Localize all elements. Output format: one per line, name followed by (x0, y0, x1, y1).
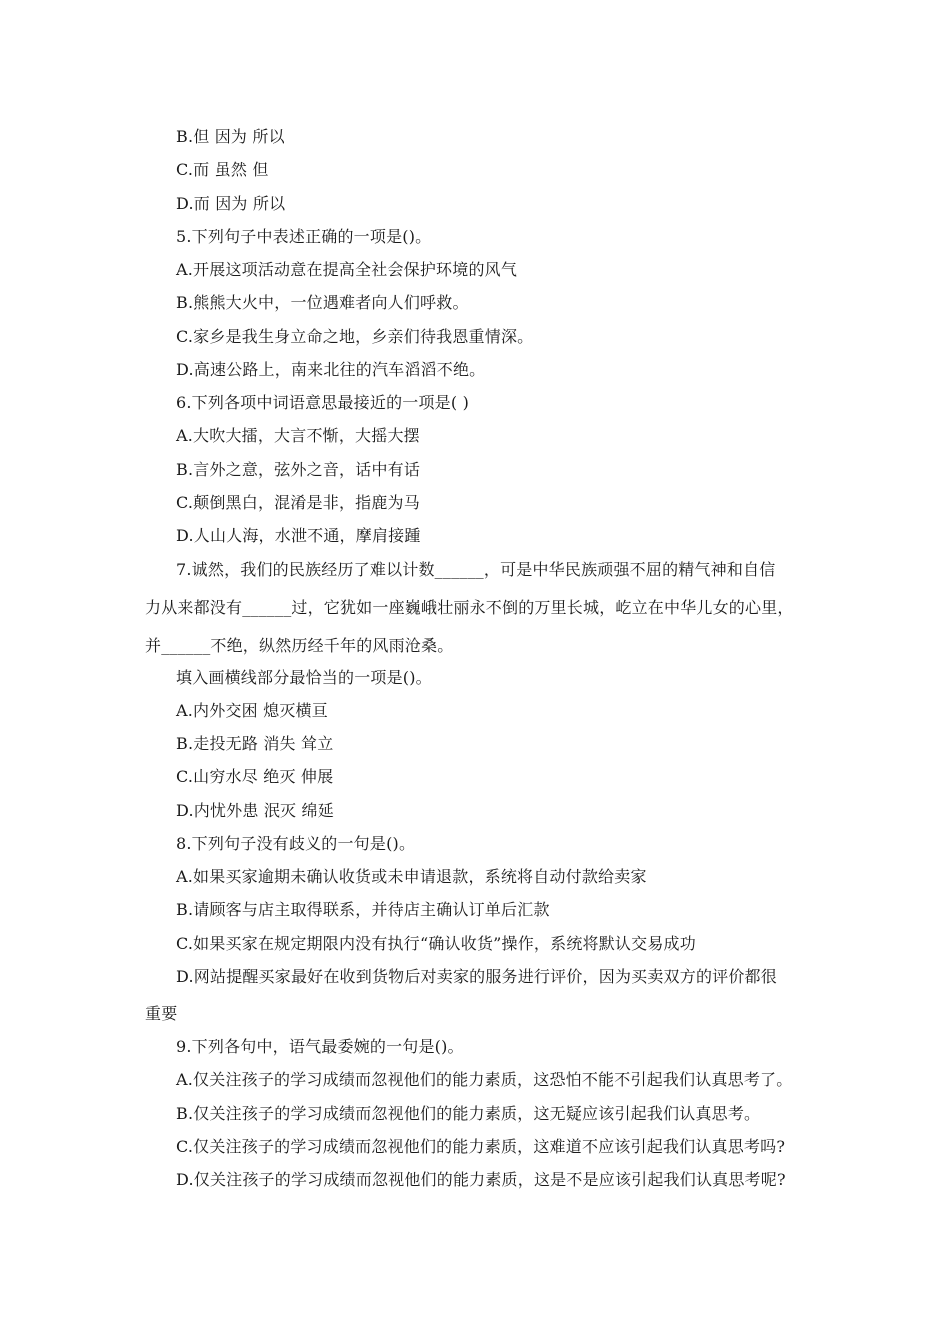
q7-option-b: B.走投无路 消失 耸立 (176, 734, 334, 753)
q9-option-c: C.仅关注孩子的学习成绩而忽视他们的能力素质，这难道不应该引起我们认真思考吗? (176, 1137, 786, 1156)
q7-option-d: D.内忧外患 泯灭 绵延 (176, 801, 334, 820)
q7-stem-line-3: 并______不绝，纵然历经千年的风雨沧桑。 (145, 636, 454, 655)
q8-option-b: B.请顾客与店主取得联系，并待店主确认订单后汇款 (176, 900, 550, 919)
q5-option-b: B.熊熊大火中，一位遇难者向人们呼救。 (176, 293, 469, 312)
q7-stem-line-1: 7.诚然，我们的民族经历了难以计数______，可是中华民族顽强不屈的精气神和自信 (176, 560, 776, 579)
q5-option-d: D.高速公路上，南来北往的汽车滔滔不绝。 (176, 360, 486, 379)
q7-option-c: C.山穷水尽 绝灭 伸展 (176, 767, 334, 786)
q9-stem: 9.下列各句中，语气最委婉的一句是()。 (176, 1037, 464, 1056)
q5-option-a: A.开展这项活动意在提高全社会保护环境的风气 (176, 260, 518, 279)
q7-stem-line-2: 力从来都没有______过，它犹如一座巍峨壮丽永不倒的万里长城，屹立在中华儿女的心里， (145, 598, 794, 617)
q5-option-c: C.家乡是我生身立命之地，乡亲们待我恩重情深。 (176, 327, 534, 346)
q6-option-b: B.言外之意，弦外之音，话中有话 (176, 460, 421, 479)
q6-option-a: A.大吹大擂，大言不惭，大摇大摆 (176, 426, 420, 445)
q8-option-d-line-2: 重要 (145, 1004, 178, 1023)
q6-stem: 6.下列各项中词语意思最接近的一项是( ) (176, 393, 470, 412)
q8-option-c: C.如果买家在规定期限内没有执行“确认收货”操作，系统将默认交易成功 (176, 934, 696, 953)
q8-option-a: A.如果买家逾期未确认收货或未申请退款，系统将自动付款给卖家 (176, 867, 647, 886)
q7-option-a: A.内外交困 熄灭横亘 (176, 701, 328, 720)
q8-option-d-line-1: D.网站提醒买家最好在收到货物后对卖家的服务进行评价，因为买卖双方的评价都很 (176, 967, 777, 986)
q9-option-d: D.仅关注孩子的学习成绩而忽视他们的能力素质，这是不是应该引起我们认真思考呢? (176, 1170, 786, 1189)
q5-stem: 5.下列句子中表述正确的一项是()。 (176, 227, 432, 246)
q9-option-a: A.仅关注孩子的学习成绩而忽视他们的能力素质，这恐怕不能不引起我们认真思考了。 (176, 1070, 793, 1089)
q6-option-c: C.颠倒黑白，混淆是非，指鹿为马 (176, 493, 420, 512)
q6-option-d: D.人山人海，水泄不通，摩肩接踵 (176, 526, 421, 545)
q4-option-c: C.而 虽然 但 (176, 160, 269, 179)
q4-option-b: B.但 因为 所以 (176, 127, 285, 146)
q4-option-d: D.而 因为 所以 (176, 194, 286, 213)
q7-instruction: 填入画横线部分最恰当的一项是()。 (176, 668, 432, 687)
q9-option-b: B.仅关注孩子的学习成绩而忽视他们的能力素质，这无疑应该引起我们认真思考。 (176, 1104, 761, 1123)
q8-stem: 8.下列句子没有歧义的一句是()。 (176, 834, 416, 853)
